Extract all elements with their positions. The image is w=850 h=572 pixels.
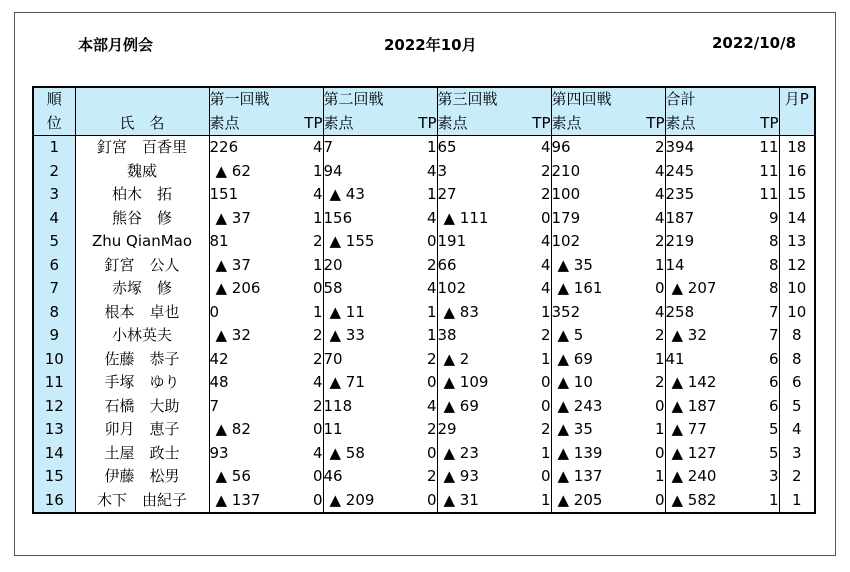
round4-points: ▲ 69 [557, 349, 593, 368]
round1-tp: 1 [277, 160, 323, 184]
total-tp: 6 [733, 395, 779, 419]
results-body [33, 136, 815, 514]
round2-tp: 2 [391, 465, 437, 489]
round2-tp: 2 [391, 254, 437, 278]
round2-points: 118 [323, 396, 353, 415]
round1-tp: 1 [277, 301, 323, 325]
total-tp: 6 [733, 348, 779, 372]
round2-tp: 2 [391, 418, 437, 442]
round1-points: ▲ 62 [215, 161, 251, 180]
round4-tp: 4 [619, 183, 665, 207]
total-tp: 7 [733, 324, 779, 348]
round1-tp: 1 [277, 254, 323, 278]
round1-points: 7 [209, 396, 220, 415]
name-cell: 根本 卓也 [75, 301, 209, 325]
round2-tp: 0 [391, 371, 437, 395]
total-points: 258 [665, 302, 695, 321]
monthly-points: 16 [787, 161, 807, 180]
total-points: ▲ 142 [671, 373, 717, 391]
round3-points: 66 [437, 255, 457, 274]
round4-tp: 1 [619, 348, 665, 372]
name-cell: 魏威 [75, 160, 209, 184]
round3-tp: 2 [505, 324, 551, 348]
round3-points: ▲ 23 [443, 443, 479, 462]
round1-tp: 0 [277, 277, 323, 301]
round1-points: 48 [209, 373, 229, 391]
total-tp: 9 [733, 207, 779, 231]
round4-points: 102 [551, 232, 581, 250]
round1-tp: 4 [277, 136, 323, 160]
name-cell: Zhu QianMao [75, 230, 209, 254]
round3-points-header: 素点 [437, 112, 505, 136]
table-row [33, 489, 815, 514]
round2-tp: 1 [391, 324, 437, 348]
round4-tp: 1 [619, 254, 665, 278]
rank-cell: 12 [33, 395, 75, 419]
name-cell: 土屋 政士 [75, 442, 209, 466]
round1-tp: 0 [277, 465, 323, 489]
monthly-points: 8 [791, 326, 802, 344]
round3-points: 191 [437, 232, 467, 250]
table-row [33, 160, 815, 184]
round4-points: 179 [551, 208, 581, 227]
round2-points: ▲ 58 [329, 443, 365, 462]
round1-points: ▲ 32 [215, 326, 251, 344]
round3-points: 27 [437, 185, 457, 203]
round4-tp: 2 [619, 371, 665, 395]
total-header: 合計 [665, 87, 779, 112]
round1-tp: 2 [277, 230, 323, 254]
round1-tp: 1 [277, 207, 323, 231]
rank-cell: 2 [33, 160, 75, 184]
round2-points-header: 素点 [323, 112, 391, 136]
monthly-points: 1 [791, 490, 802, 509]
rank-cell: 16 [33, 489, 75, 514]
rank-cell: 8 [33, 301, 75, 325]
monthly-points: 8 [791, 349, 802, 368]
round4-tp: 0 [619, 442, 665, 466]
rank-cell: 5 [33, 230, 75, 254]
round3-tp: 0 [505, 395, 551, 419]
monthly-points: 3 [791, 443, 802, 462]
round3-tp: 2 [505, 183, 551, 207]
round1-points: ▲ 206 [215, 279, 261, 297]
round4-points: 100 [551, 185, 581, 203]
rank-header-bottom: 位 [33, 112, 75, 136]
round1-tp: 2 [277, 395, 323, 419]
total-tp: 5 [733, 418, 779, 442]
round1-points: ▲ 37 [215, 208, 251, 227]
round2-points: 156 [323, 208, 353, 227]
rank-cell: 11 [33, 371, 75, 395]
name-cell: 佐藤 恭子 [75, 348, 209, 372]
table-row [33, 136, 815, 160]
round2-tp: 4 [391, 160, 437, 184]
round2-tp: 0 [391, 230, 437, 254]
round4-points: ▲ 243 [557, 396, 603, 415]
round3-points: ▲ 69 [443, 396, 479, 415]
total-points: 245 [665, 161, 695, 180]
total-tp: 7 [733, 301, 779, 325]
round4-points: ▲ 35 [557, 255, 593, 274]
round3-tp: 4 [505, 230, 551, 254]
rank-cell: 6 [33, 254, 75, 278]
round3-tp: 2 [505, 418, 551, 442]
monthly-points: 13 [787, 232, 807, 250]
total-points: ▲ 77 [671, 420, 707, 438]
total-tp: 5 [733, 442, 779, 466]
round4-points: ▲ 35 [557, 420, 593, 438]
round1-points: 226 [209, 138, 239, 156]
round3-tp: 2 [505, 160, 551, 184]
table-row [33, 371, 815, 395]
monthly-points: 5 [791, 396, 802, 415]
round3-tp: 4 [505, 136, 551, 160]
round2-points: ▲ 209 [329, 490, 375, 509]
round3-tp: 1 [505, 348, 551, 372]
name-cell: 熊谷 修 [75, 207, 209, 231]
monthly-points: 15 [787, 185, 807, 203]
name-cell: 手塚 ゆり [75, 371, 209, 395]
total-tp-header: TP [733, 112, 779, 136]
round2-header: 第二回戦 [323, 87, 437, 112]
table-row [33, 277, 815, 301]
round3-points: 102 [437, 279, 467, 297]
total-points: 235 [665, 185, 695, 203]
total-tp: 3 [733, 465, 779, 489]
round1-tp: 4 [277, 183, 323, 207]
round1-points: 0 [209, 302, 220, 321]
round1-tp: 2 [277, 348, 323, 372]
total-points: ▲ 187 [671, 396, 717, 415]
table-row [33, 418, 815, 442]
name-cell: 柏木 拓 [75, 183, 209, 207]
round3-tp: 0 [505, 371, 551, 395]
monthly-points: 6 [791, 373, 802, 391]
total-tp: 11 [733, 136, 779, 160]
monthly-points: 10 [787, 302, 807, 321]
rank-cell: 3 [33, 183, 75, 207]
rank-cell: 13 [33, 418, 75, 442]
total-points: 394 [665, 138, 695, 156]
total-tp: 11 [733, 183, 779, 207]
round4-tp: 0 [619, 489, 665, 514]
name-cell: 釘宮 公人 [75, 254, 209, 278]
round2-points: 20 [323, 255, 343, 274]
round4-points: ▲ 205 [557, 490, 603, 509]
round2-points: 94 [323, 161, 343, 180]
name-cell: 小林英夫 [75, 324, 209, 348]
event-title: 本部月例会 [78, 36, 154, 54]
round3-tp: 1 [505, 489, 551, 514]
monthly-points: 18 [787, 138, 807, 156]
round2-tp: 4 [391, 395, 437, 419]
event-month: 2022年10月 [384, 36, 477, 54]
round1-points: ▲ 82 [215, 420, 251, 438]
round4-tp-header: TP [619, 112, 665, 136]
round1-tp: 4 [277, 371, 323, 395]
total-tp: 8 [733, 254, 779, 278]
round1-tp-header: TP [277, 112, 323, 136]
round3-points: ▲ 2 [443, 349, 470, 368]
monthly-points: 10 [787, 279, 807, 297]
round1-tp: 0 [277, 489, 323, 514]
total-points: 41 [665, 349, 685, 368]
table-row [33, 254, 815, 278]
round1-tp: 4 [277, 442, 323, 466]
round1-points-header: 素点 [209, 112, 277, 136]
round3-points: 29 [437, 420, 457, 438]
total-tp: 1 [733, 489, 779, 514]
total-tp: 11 [733, 160, 779, 184]
table-row [33, 465, 815, 489]
name-header: 氏 名 [75, 112, 209, 136]
round4-tp: 2 [619, 136, 665, 160]
name-cell: 釘宮 百香里 [75, 136, 209, 160]
round1-points: 93 [209, 443, 229, 462]
round2-tp: 2 [391, 348, 437, 372]
round4-tp: 2 [619, 230, 665, 254]
name-cell: 石橋 大助 [75, 395, 209, 419]
round1-tp: 0 [277, 418, 323, 442]
total-points: 187 [665, 208, 695, 227]
table-row [33, 301, 815, 325]
round2-tp: 4 [391, 277, 437, 301]
header-row-2 [33, 112, 815, 136]
round4-points-header: 素点 [551, 112, 619, 136]
round4-tp: 4 [619, 207, 665, 231]
name-cell: 赤塚 修 [75, 277, 209, 301]
round4-points: ▲ 10 [557, 373, 593, 391]
rank-header-top: 順 [33, 87, 75, 112]
total-tp: 8 [733, 277, 779, 301]
round3-points: 38 [437, 326, 457, 344]
round1-points: 42 [209, 349, 229, 368]
round3-tp: 0 [505, 465, 551, 489]
rank-cell: 15 [33, 465, 75, 489]
rank-cell: 14 [33, 442, 75, 466]
round3-points: ▲ 111 [443, 208, 489, 227]
round3-tp: 1 [505, 442, 551, 466]
monthly-points: 2 [791, 467, 802, 485]
monthly-points: 4 [791, 420, 802, 438]
round4-tp: 0 [619, 277, 665, 301]
event-date: 2022/10/8 [712, 34, 797, 52]
round2-points: ▲ 11 [329, 302, 365, 321]
name-cell: 伊藤 松男 [75, 465, 209, 489]
round2-tp: 1 [391, 183, 437, 207]
round4-points: ▲ 139 [557, 443, 603, 462]
round4-tp: 4 [619, 301, 665, 325]
name-header-top [75, 87, 209, 112]
table-row [33, 324, 815, 348]
table-row [33, 395, 815, 419]
round2-tp-header: TP [391, 112, 437, 136]
table-row [33, 230, 815, 254]
rank-cell: 1 [33, 136, 75, 160]
round2-points: 46 [323, 467, 343, 485]
round2-tp: 1 [391, 136, 437, 160]
total-points: ▲ 127 [671, 443, 717, 462]
monthly-points: 12 [787, 255, 807, 274]
round3-header: 第三回戦 [437, 87, 551, 112]
round4-points: ▲ 137 [557, 467, 603, 485]
round1-points: ▲ 137 [215, 490, 261, 509]
round3-points: ▲ 31 [443, 490, 479, 509]
round2-points: 7 [323, 138, 334, 156]
table-row [33, 207, 815, 231]
round1-points: ▲ 37 [215, 255, 251, 274]
results-table [32, 86, 816, 514]
header-row-1 [33, 87, 815, 112]
total-tp: 6 [733, 371, 779, 395]
round2-tp: 0 [391, 442, 437, 466]
round3-points: ▲ 93 [443, 467, 479, 485]
rank-cell: 7 [33, 277, 75, 301]
round2-points: 11 [323, 420, 343, 438]
total-points: 219 [665, 232, 695, 250]
total-points: ▲ 582 [671, 490, 717, 509]
round2-points: ▲ 43 [329, 185, 365, 203]
round2-points: ▲ 155 [329, 232, 375, 250]
round2-points: ▲ 33 [329, 326, 365, 344]
total-points-header: 素点 [665, 112, 733, 136]
round4-points: ▲ 161 [557, 279, 603, 297]
round3-points: ▲ 109 [443, 373, 489, 391]
name-cell: 木下 由紀子 [75, 489, 209, 514]
round4-tp: 0 [619, 395, 665, 419]
round1-tp: 2 [277, 324, 323, 348]
round2-points: 70 [323, 349, 343, 368]
table-row [33, 183, 815, 207]
rank-cell: 9 [33, 324, 75, 348]
round4-points: 352 [551, 302, 581, 321]
monthly-points-header-bottom [779, 112, 815, 136]
table-row [33, 442, 815, 466]
table-row [33, 348, 815, 372]
total-points: ▲ 32 [671, 326, 707, 344]
monthly-points: 14 [787, 208, 807, 227]
round3-tp: 0 [505, 207, 551, 231]
total-points: ▲ 240 [671, 467, 717, 485]
total-points: 14 [665, 255, 685, 274]
total-tp: 8 [733, 230, 779, 254]
round2-points: ▲ 71 [329, 373, 365, 391]
round4-points: 210 [551, 161, 581, 180]
round4-tp: 1 [619, 465, 665, 489]
round3-tp: 4 [505, 254, 551, 278]
round3-tp: 1 [505, 301, 551, 325]
round3-tp-header: TP [505, 112, 551, 136]
round4-points: 96 [551, 138, 571, 156]
round4-points: ▲ 5 [557, 326, 584, 344]
round1-points: ▲ 56 [215, 467, 251, 485]
round2-tp: 0 [391, 489, 437, 514]
round4-tp: 2 [619, 324, 665, 348]
round2-tp: 1 [391, 301, 437, 325]
round3-points: 3 [437, 161, 448, 180]
name-cell: 卯月 恵子 [75, 418, 209, 442]
round1-points: 151 [209, 185, 239, 203]
round1-points: 81 [209, 232, 229, 250]
round1-header: 第一回戦 [209, 87, 323, 112]
round4-tp: 4 [619, 160, 665, 184]
total-points: ▲ 207 [671, 279, 717, 297]
round3-tp: 4 [505, 277, 551, 301]
rank-cell: 4 [33, 207, 75, 231]
round3-points: ▲ 83 [443, 302, 479, 321]
rank-cell: 10 [33, 348, 75, 372]
round4-header: 第四回戦 [551, 87, 665, 112]
round2-tp: 4 [391, 207, 437, 231]
round4-tp: 1 [619, 418, 665, 442]
monthly-points-header: 月P [779, 87, 815, 112]
round2-points: 58 [323, 279, 343, 297]
round3-points: 65 [437, 138, 457, 156]
